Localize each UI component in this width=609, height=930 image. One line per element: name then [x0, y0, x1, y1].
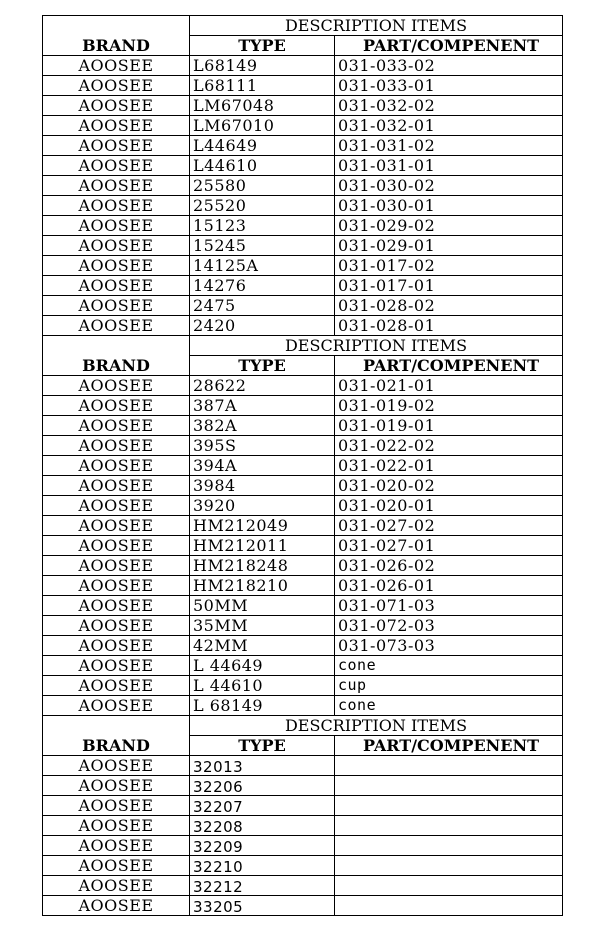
brand-column-header: BRAND	[43, 16, 190, 56]
part-cell: 031-072-03	[335, 616, 563, 636]
type-cell: L44649	[190, 136, 335, 156]
table-row	[43, 436, 563, 456]
table-row	[43, 256, 563, 276]
part-cell: 031-030-01	[335, 196, 563, 216]
part-cell: 031-033-02	[335, 56, 563, 76]
parts-table-body	[43, 16, 563, 916]
section-header-row	[43, 716, 563, 736]
table-row	[43, 296, 563, 316]
table-row	[43, 96, 563, 116]
type-cell: L68149	[190, 56, 335, 76]
part-cell	[335, 796, 563, 816]
part-cell	[335, 836, 563, 856]
brand-cell: AOOSEE	[43, 376, 190, 396]
part-cell	[335, 816, 563, 836]
part-cell: 031-019-01	[335, 416, 563, 436]
type-column-header: TYPE	[190, 36, 335, 56]
part-cell	[335, 856, 563, 876]
brand-cell: AOOSEE	[43, 876, 190, 896]
type-cell: 395S	[190, 436, 335, 456]
table-row	[43, 276, 563, 296]
brand-cell: AOOSEE	[43, 776, 190, 796]
brand-cell: AOOSEE	[43, 576, 190, 596]
type-cell: 2420	[190, 316, 335, 336]
table-row	[43, 576, 563, 596]
brand-cell: AOOSEE	[43, 416, 190, 436]
part-cell: 031-073-03	[335, 636, 563, 656]
type-cell: 3984	[190, 476, 335, 496]
part-cell	[335, 876, 563, 896]
brand-cell: AOOSEE	[43, 516, 190, 536]
part-cell: 031-029-01	[335, 236, 563, 256]
type-cell: 33205	[190, 896, 335, 916]
table-row	[43, 376, 563, 396]
table-row	[43, 556, 563, 576]
table-row	[43, 596, 563, 616]
brand-cell: AOOSEE	[43, 236, 190, 256]
part-cell: 031-026-01	[335, 576, 563, 596]
brand-cell: AOOSEE	[43, 276, 190, 296]
table-row	[43, 476, 563, 496]
brand-cell: AOOSEE	[43, 296, 190, 316]
part-column-header: PART/COMPENENT	[335, 736, 563, 756]
brand-cell: AOOSEE	[43, 156, 190, 176]
part-cell	[335, 756, 563, 776]
description-items-header: DESCRIPTION ITEMS	[190, 336, 563, 356]
part-cell: 031-022-02	[335, 436, 563, 456]
brand-cell: AOOSEE	[43, 816, 190, 836]
brand-cell: AOOSEE	[43, 216, 190, 236]
type-cell: 50MM	[190, 596, 335, 616]
type-cell: 14276	[190, 276, 335, 296]
part-cell: 031-029-02	[335, 216, 563, 236]
brand-cell: AOOSEE	[43, 836, 190, 856]
type-cell: HM218248	[190, 556, 335, 576]
brand-cell: AOOSEE	[43, 596, 190, 616]
type-cell: 32210	[190, 856, 335, 876]
table-row	[43, 896, 563, 916]
type-cell: HM218210	[190, 576, 335, 596]
part-cell: 031-022-01	[335, 456, 563, 476]
type-cell: 15245	[190, 236, 335, 256]
table-row	[43, 56, 563, 76]
brand-cell: AOOSEE	[43, 136, 190, 156]
type-cell: L 68149	[190, 696, 335, 716]
part-cell: cup	[335, 676, 563, 696]
brand-cell: AOOSEE	[43, 556, 190, 576]
type-cell: 25580	[190, 176, 335, 196]
brand-cell: AOOSEE	[43, 96, 190, 116]
table-row	[43, 656, 563, 676]
part-cell	[335, 776, 563, 796]
parts-table	[42, 15, 563, 916]
part-cell: 031-032-02	[335, 96, 563, 116]
brand-cell: AOOSEE	[43, 696, 190, 716]
type-cell: 32207	[190, 796, 335, 816]
part-cell: 031-030-02	[335, 176, 563, 196]
table-row	[43, 76, 563, 96]
brand-cell: AOOSEE	[43, 896, 190, 916]
table-row	[43, 756, 563, 776]
table-row	[43, 116, 563, 136]
brand-cell: AOOSEE	[43, 676, 190, 696]
table-row	[43, 136, 563, 156]
brand-cell: AOOSEE	[43, 436, 190, 456]
table-row	[43, 416, 563, 436]
type-column-header: TYPE	[190, 736, 335, 756]
part-cell: 031-027-02	[335, 516, 563, 536]
part-cell: 031-026-02	[335, 556, 563, 576]
table-row	[43, 316, 563, 336]
section-header-row	[43, 16, 563, 36]
type-cell: 28622	[190, 376, 335, 396]
description-items-header: DESCRIPTION ITEMS	[190, 716, 563, 736]
table-row	[43, 456, 563, 476]
type-cell: LM67048	[190, 96, 335, 116]
brand-cell: AOOSEE	[43, 636, 190, 656]
description-items-header: DESCRIPTION ITEMS	[190, 16, 563, 36]
type-cell: 32209	[190, 836, 335, 856]
part-column-header: PART/COMPENENT	[335, 356, 563, 376]
table-row	[43, 176, 563, 196]
brand-column-header: BRAND	[43, 716, 190, 756]
part-cell: 031-028-01	[335, 316, 563, 336]
table-row	[43, 216, 563, 236]
type-cell: 382A	[190, 416, 335, 436]
part-cell: 031-031-01	[335, 156, 563, 176]
part-cell: cone	[335, 696, 563, 716]
brand-cell: AOOSEE	[43, 76, 190, 96]
type-cell: L 44649	[190, 656, 335, 676]
type-column-header: TYPE	[190, 356, 335, 376]
table-row	[43, 616, 563, 636]
type-cell: 35MM	[190, 616, 335, 636]
table-row	[43, 396, 563, 416]
section-header-row	[43, 336, 563, 356]
table-row	[43, 236, 563, 256]
brand-cell: AOOSEE	[43, 396, 190, 416]
part-cell: 031-071-03	[335, 596, 563, 616]
brand-cell: AOOSEE	[43, 56, 190, 76]
part-cell: 031-017-01	[335, 276, 563, 296]
brand-column-header: BRAND	[43, 336, 190, 376]
table-row	[43, 796, 563, 816]
part-cell: 031-019-02	[335, 396, 563, 416]
type-cell: 32013	[190, 756, 335, 776]
brand-cell: AOOSEE	[43, 176, 190, 196]
part-column-header: PART/COMPENENT	[335, 36, 563, 56]
type-cell: 3920	[190, 496, 335, 516]
type-cell: L68111	[190, 76, 335, 96]
table-row	[43, 836, 563, 856]
brand-cell: AOOSEE	[43, 656, 190, 676]
type-cell: 32208	[190, 816, 335, 836]
table-row	[43, 156, 563, 176]
type-cell: 42MM	[190, 636, 335, 656]
type-cell: HM212049	[190, 516, 335, 536]
part-cell: cone	[335, 656, 563, 676]
table-row	[43, 516, 563, 536]
part-cell: 031-017-02	[335, 256, 563, 276]
table-row	[43, 856, 563, 876]
brand-cell: AOOSEE	[43, 496, 190, 516]
brand-cell: AOOSEE	[43, 536, 190, 556]
part-cell: 031-021-01	[335, 376, 563, 396]
table-row	[43, 696, 563, 716]
table-row	[43, 676, 563, 696]
brand-cell: AOOSEE	[43, 116, 190, 136]
type-cell: 15123	[190, 216, 335, 236]
brand-cell: AOOSEE	[43, 756, 190, 776]
table-row	[43, 816, 563, 836]
table-row	[43, 536, 563, 556]
part-cell: 031-032-01	[335, 116, 563, 136]
type-cell: 387A	[190, 396, 335, 416]
type-cell: 14125A	[190, 256, 335, 276]
type-cell: L 44610	[190, 676, 335, 696]
brand-cell: AOOSEE	[43, 256, 190, 276]
table-row	[43, 776, 563, 796]
part-cell: 031-020-02	[335, 476, 563, 496]
part-cell: 031-028-02	[335, 296, 563, 316]
part-cell: 031-020-01	[335, 496, 563, 516]
type-cell: 2475	[190, 296, 335, 316]
brand-cell: AOOSEE	[43, 476, 190, 496]
brand-cell: AOOSEE	[43, 616, 190, 636]
type-cell: 32212	[190, 876, 335, 896]
part-cell	[335, 896, 563, 916]
type-cell: 394A	[190, 456, 335, 476]
brand-cell: AOOSEE	[43, 196, 190, 216]
table-row	[43, 196, 563, 216]
part-cell: 031-031-02	[335, 136, 563, 156]
table-row	[43, 876, 563, 896]
brand-cell: AOOSEE	[43, 856, 190, 876]
type-cell: 25520	[190, 196, 335, 216]
brand-cell: AOOSEE	[43, 796, 190, 816]
brand-cell: AOOSEE	[43, 456, 190, 476]
part-cell: 031-033-01	[335, 76, 563, 96]
type-cell: HM212011	[190, 536, 335, 556]
type-cell: L44610	[190, 156, 335, 176]
brand-cell: AOOSEE	[43, 316, 190, 336]
table-row	[43, 496, 563, 516]
table-row	[43, 636, 563, 656]
type-cell: LM67010	[190, 116, 335, 136]
part-cell: 031-027-01	[335, 536, 563, 556]
type-cell: 32206	[190, 776, 335, 796]
